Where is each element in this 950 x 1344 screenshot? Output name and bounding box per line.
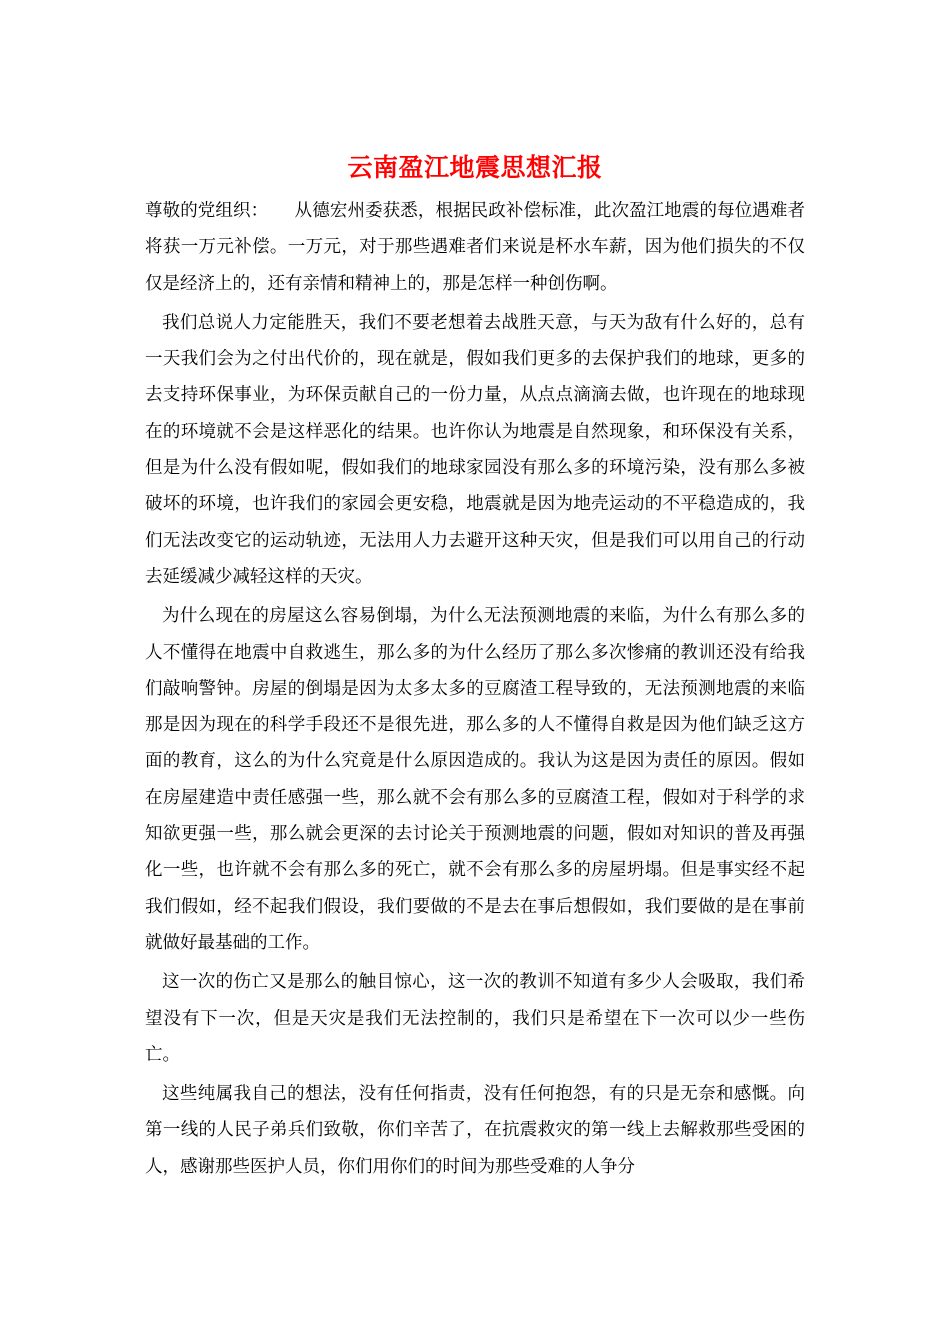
- body-paragraph-3: 这一次的伤亡又是那么的触目惊心，这一次的教训不知道有多少人会吸取，我们希望没有下一次，但是天灾是我们无法控制的，我们只是希望在下一次可以少一些伤亡。: [145, 972, 805, 1065]
- body-paragraph-1: 我们总说人力定能胜天，我们不要老想着去战胜天意，与天为敌有什么好的，总有一天我们会为之付出代价的，现在就是，假如我们更多的去保护我们的地球，更多的去支持环保事业，为环保贡献自己的一份力量，从点点滴滴去做，也许现在的地球现在的环境就不会是这样恶化的结果。也许你认为地震是自然现象，和环保没有关系，但是为什么没有假如呢，假如我们的地球家园没有那么多的环境污染，没有那么多被破坏的环境，也许我们的家园会更安稳，地震就是因为地壳运动的不平稳造成的，我们无法改变它的运动轨迹，无法用人力去避开这种天灾，但是我们可以用自己的行动去延缓减少减轻这样的天灾。: [145, 312, 805, 587]
- salutation-paragraph: 尊敬的党组织： 从德宏州委获悉，根据民政补偿标准，此次盈江地震的每位遇难者将获一万元补偿。一万元，对于那些遇难者们来说是杯水车薪，因为他们损失的不仅仅是经济上的，还有亲情和精神上的，那是怎样一种创伤啊。: [145, 201, 805, 294]
- body-paragraph-4: 这些纯属我自己的想法，没有任何指责，没有任何抱怨，有的只是无奈和感慨。向第一线的人民子弟兵们致敬，你们辛苦了，在抗震救灾的第一线上去解救那些受困的人，感谢那些医护人员，你们用你们的时间为那些受难的人争分: [145, 1084, 805, 1177]
- body-paragraph-2: 为什么现在的房屋这么容易倒塌，为什么无法预测地震的来临，为什么有那么多的人不懂得在地震中自救逃生，那么多的为什么经历了那么多次惨痛的教训还没有给我们敲响警钟。房屋的倒塌是因为太多太多的豆腐渣工程导致的，无法预测地震的来临那是因为现在的科学手段还不是很先进，那么多的人不懂得自救是因为他们缺乏这方面的教育，这么的为什么究竟是什么原因造成的。我认为这是因为责任的原因。假如在房屋建造中责任感强一些，那么就不会有那么多的豆腐渣工程，假如对于科学的求知欲更强一些，那么就会更深的去讨论关于预测地震的问题，假如对知识的普及再强化一些，也许就不会有那么多的死亡，就不会有那么多的房屋坍塌。但是事实经不起我们假如，经不起我们假设，我们要做的不是去在事后想假如，我们要做的是在事前就做好最基础的工作。: [145, 606, 805, 953]
- document-body: [145, 193, 805, 1185]
- document-title: 云南盈江地震思想汇报: [347, 153, 603, 182]
